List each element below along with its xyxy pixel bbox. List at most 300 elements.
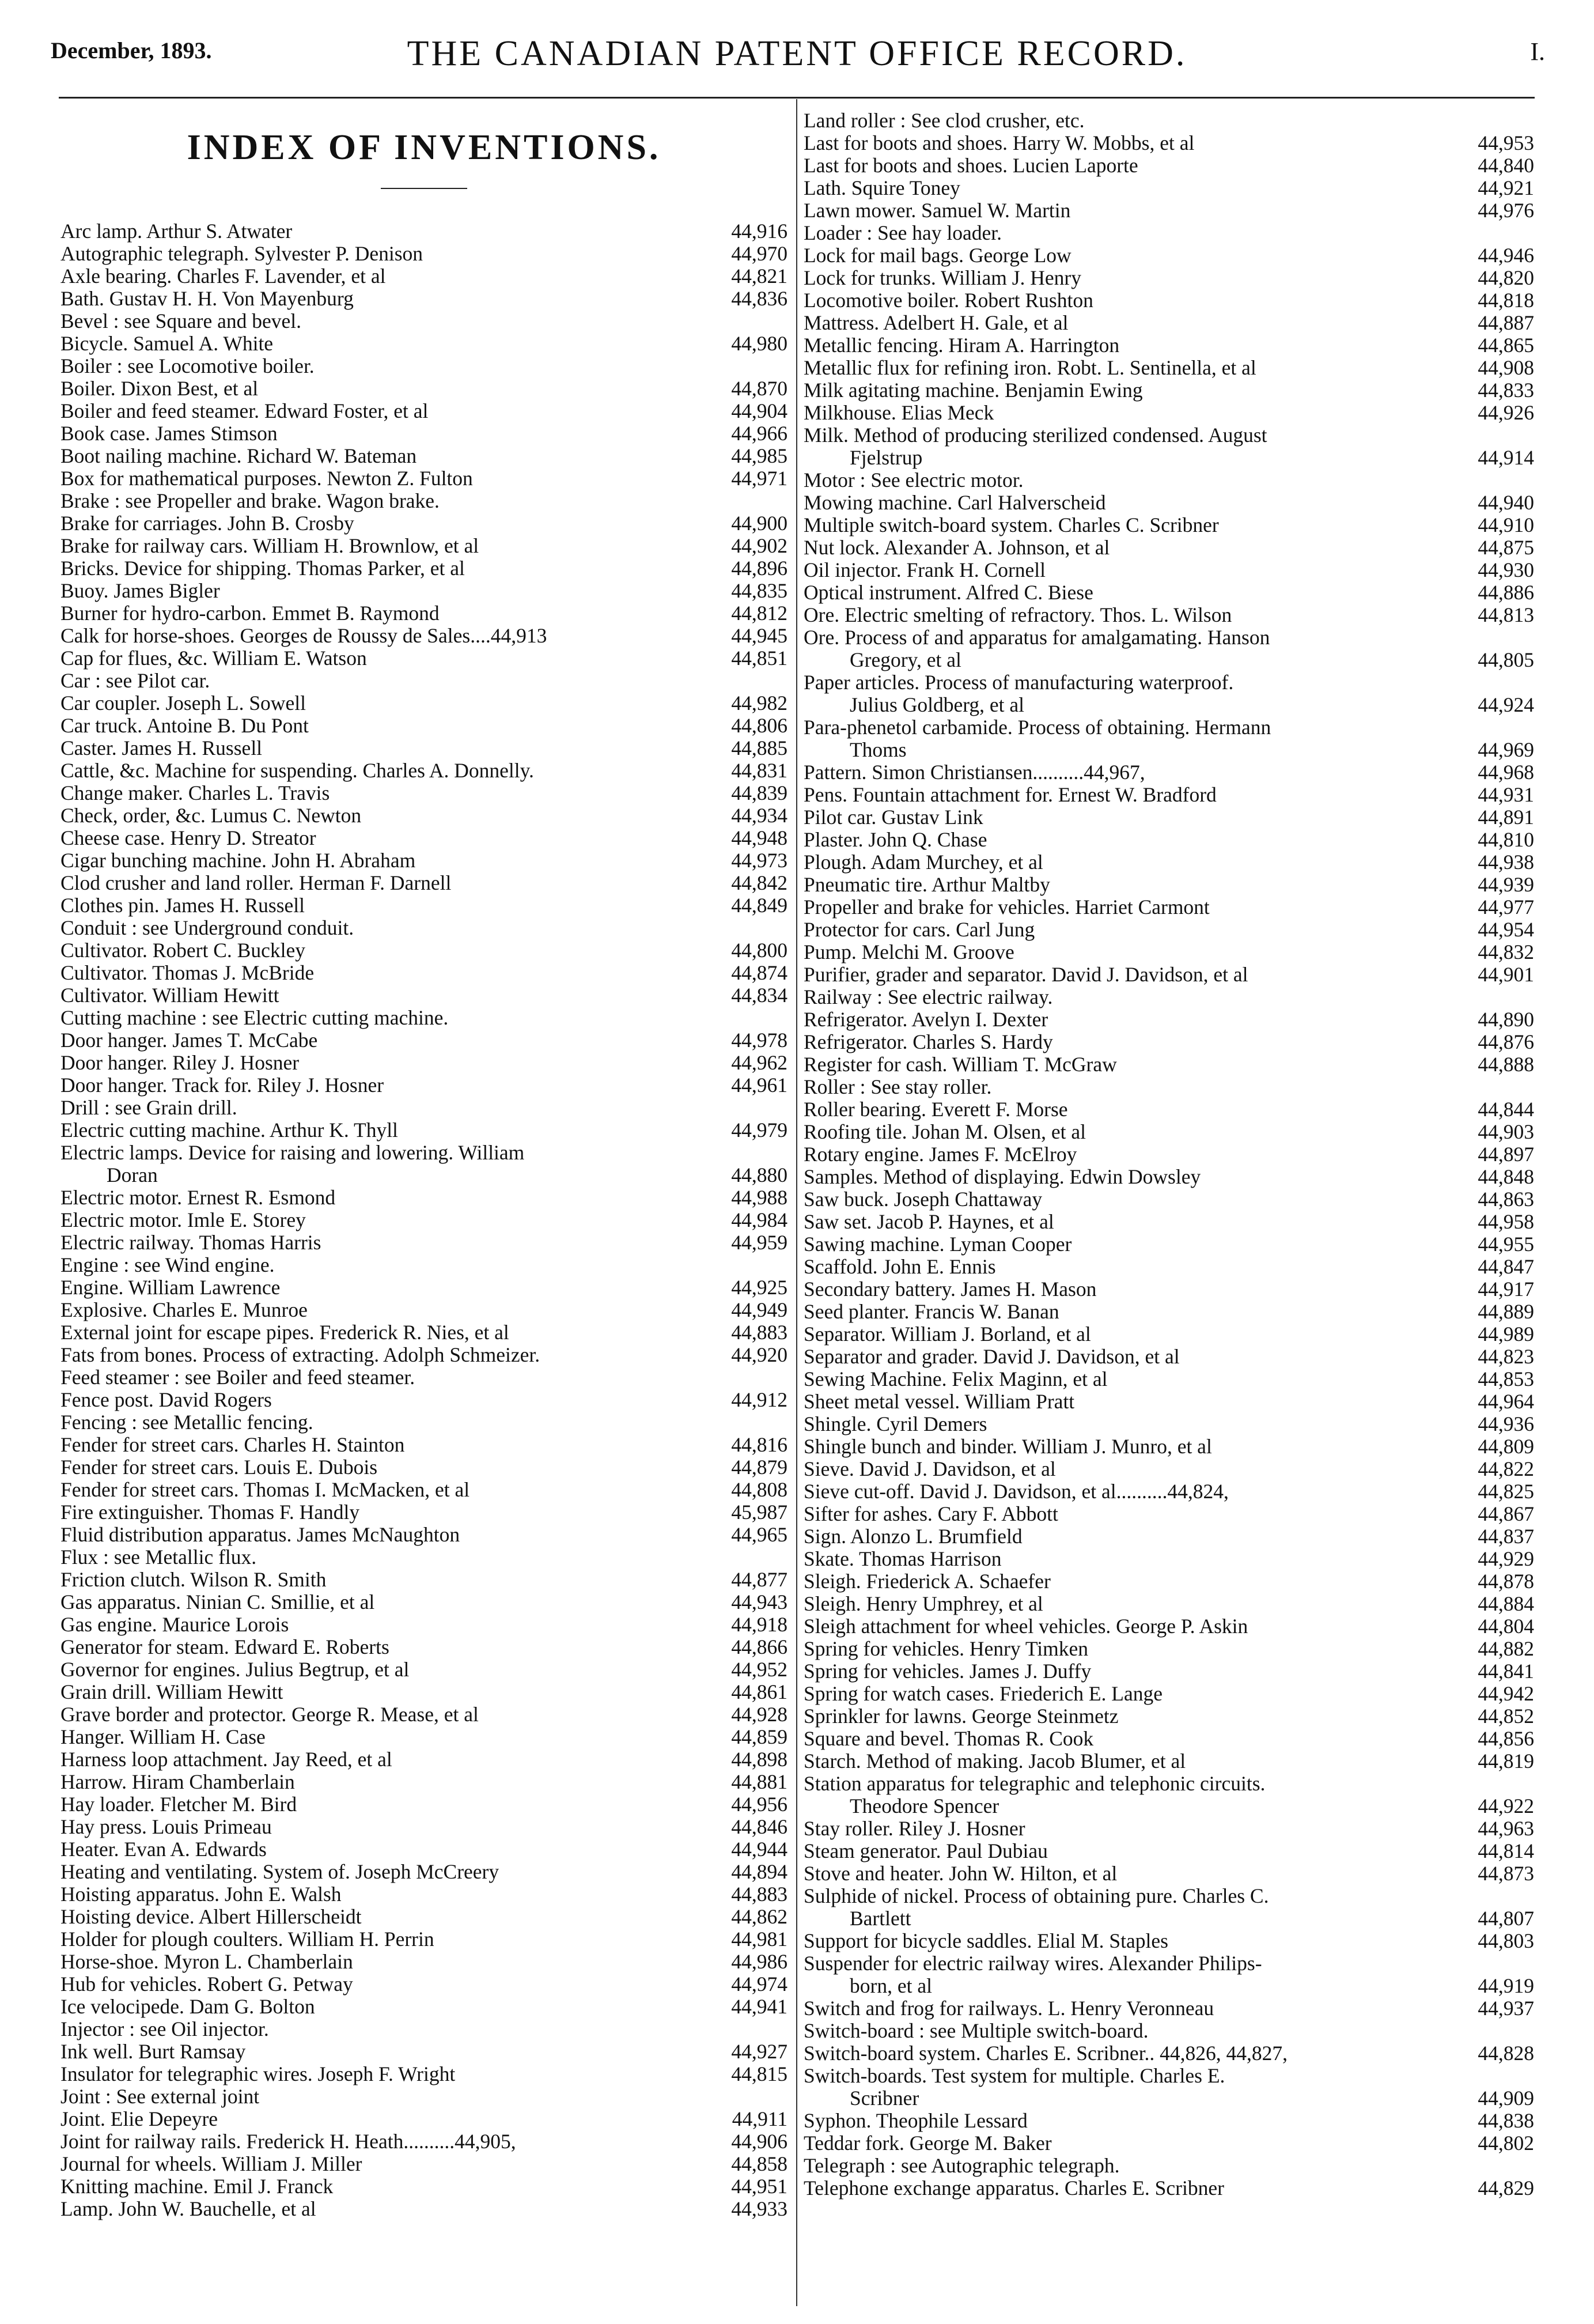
patent-number: 44,978 [726,1029,787,1052]
patent-number: 44,807 [1473,1907,1534,1930]
index-entry [804,2155,1534,2177]
index-entry [804,1211,1534,1233]
index-entry [60,670,787,692]
entry-text: Sieve cut-off. David J. Davidson, et al..........44,824, [804,1480,1229,1503]
patent-number: 44,906 [726,2130,787,2153]
patent-number: 44,909 [1473,2087,1534,2110]
index-entry [60,1816,787,1838]
entry-text: Spring for vehicles. James J. Duffy [804,1660,1092,1683]
patent-number: 44,949 [726,1299,787,1321]
entry-text: Joint : See external joint [60,2085,260,2108]
index-entry [804,244,1534,267]
index-entry [60,557,787,580]
patent-number: 44,810 [1473,829,1534,851]
entry-text: Fender for street cars. Charles H. Stainton [60,1434,405,1456]
patent-number: 44,988 [726,1186,787,1209]
entry-text: Heater. Evan A. Edwards [60,1838,267,1861]
entry-text: Fats from bones. Process of extracting. Adolph Schmeizer. [60,1344,540,1366]
index-entry [804,1840,1534,1862]
index-entry [60,962,787,984]
entry-text: Telephone exchange apparatus. Charles E. Scribner [804,2177,1224,2200]
patent-number: 44,958 [1473,1211,1534,1233]
patent-number: 44,842 [726,872,787,894]
entry-text: Roofing tile. Johan M. Olsen, et al [804,1121,1086,1143]
patent-number: 44,870 [726,377,787,400]
index-entry [60,310,787,332]
entry-text: Ice velocipede. Dam G. Bolton [60,1996,315,2018]
index-entry [60,1591,787,1613]
index-entry [804,986,1534,1008]
index-entry [804,1188,1534,1211]
index-entry [804,761,1534,784]
index-entry [804,1930,1534,1952]
index-entry [804,1570,1534,1593]
entry-text: External joint for escape pipes. Frederick R. Nies, et al [60,1321,509,1344]
patent-number: 44,886 [1473,581,1534,604]
entry-text: Separator. William J. Borland, et al [804,1323,1091,1346]
entry-text: Pattern. Simon Christiansen..........44,967, [804,761,1145,784]
patent-number: 44,840 [1473,154,1534,177]
index-entry [60,1524,787,1546]
entry-text: Lawn mower. Samuel W. Martin [804,199,1071,222]
patent-number: 44,846 [726,1816,787,1838]
patent-number: 44,917 [1473,1278,1534,1301]
patent-number: 44,805 [1473,649,1534,671]
entry-text: Sign. Alonzo L. Brumfield [804,1525,1023,1548]
patent-number: 44,912 [726,1389,787,1411]
index-entry [60,1231,787,1254]
patent-number: 44,903 [1473,1121,1534,1143]
entry-text: Electric railway. Thomas Harris [60,1231,321,1254]
entry-text: Cigar bunching machine. John H. Abraham [60,849,416,872]
entry-text: Railway : See electric railway. [804,986,1053,1008]
entry-text: Nut lock. Alexander A. Johnson, et al [804,536,1110,559]
patent-number: 44,945 [726,625,787,647]
index-entry [60,1411,787,1434]
entry-continuation: Thoms [850,738,907,761]
patent-number: 44,896 [726,557,787,580]
entry-text: Sawing machine. Lyman Cooper [804,1233,1072,1256]
patent-number: 44,819 [1473,1750,1534,1773]
entry-text: Box for mathematical purposes. Newton Z. Fulton [60,467,473,490]
index-entry [804,1031,1534,1053]
index-entry [60,1209,787,1231]
patent-number: 44,981 [726,1928,787,1951]
entry-text: Electric lamps. Device for raising and lowering. William [60,1142,525,1164]
index-entry [804,1278,1534,1301]
index-entry [804,1952,1534,1997]
index-entry [60,827,787,849]
index-entry [804,402,1534,424]
entry-text: Gas apparatus. Ninian C. Smillie, et al [60,1591,375,1613]
patent-number: 44,966 [726,422,787,445]
index-entry [60,243,787,265]
entry-text: Pump. Melchi M. Groove [804,941,1014,963]
index-entry [60,1996,787,2018]
entry-text: Pens. Fountain attachment for. Ernest W. Bradford [804,784,1217,806]
index-entry [804,2177,1534,2200]
entry-text: Switch-boards. Test system for multiple. Charles E. [804,2065,1225,2087]
index-entry [804,1346,1534,1368]
entry-text: Spring for vehicles. Henry Timken [804,1638,1089,1660]
entry-text: Teddar fork. George M. Baker [804,2132,1052,2155]
patent-number: 44,984 [726,1209,787,1231]
entry-text: Brake : see Propeller and brake. Wagon brake. [60,490,440,512]
entry-text: Sewing Machine. Felix Maginn, et al [804,1368,1108,1390]
patent-number: 44,833 [1473,379,1534,402]
patent-number: 44,862 [726,1906,787,1928]
patent-number: 44,877 [726,1569,787,1591]
entry-continuation: Fjelstrup [850,446,923,469]
entry-text: Sleigh. Henry Umphrey, et al [804,1593,1043,1615]
entry-text: Mattress. Adelbert H. Gale, et al [804,312,1069,334]
index-entry [60,1142,787,1186]
patent-number: 44,916 [726,220,787,243]
entry-text: Protector for cars. Carl Jung [804,919,1035,941]
patent-number: 44,822 [1473,1458,1534,1480]
patent-number: 44,866 [726,1636,787,1658]
index-entry [60,2063,787,2085]
entry-text: Sieve. David J. Davidson, et al [804,1458,1056,1480]
entry-text: Electric motor. Ernest R. Esmond [60,1186,336,1209]
entry-text: Governor for engines. Julius Begtrup, et al [60,1658,410,1681]
patent-number: 44,943 [726,1591,787,1613]
index-entry [60,939,787,962]
entry-text: Station apparatus for telegraphic and telephonic circuits. [804,1773,1266,1795]
index-entry [60,1613,787,1636]
patent-number: 44,839 [726,782,787,804]
patent-number: 44,989 [1473,1323,1534,1346]
entry-text: Arc lamp. Arthur S. Atwater [60,220,293,243]
entry-text: Buoy. James Bigler [60,580,220,602]
patent-number: 44,986 [726,1951,787,1973]
page-number: I. [1530,37,1545,66]
index-entry [60,602,787,625]
entry-text: Journal for wheels. William J. Miller [60,2153,362,2175]
index-entry [804,1121,1534,1143]
index-entry [60,1973,787,1996]
patent-number: 44,944 [726,1838,787,1861]
index-entry [804,2042,1534,2065]
entry-text: Clod crusher and land roller. Herman F. Darnell [60,872,452,894]
entry-text: Hub for vehicles. Robert G. Petway [60,1973,353,1996]
index-entry [804,1458,1534,1480]
entry-text: Axle bearing. Charles F. Lavender, et al [60,265,386,288]
entry-text: Milkhouse. Elias Meck [804,402,994,424]
patent-number: 44,933 [726,2198,787,2220]
entry-text: Cutting machine : see Electric cutting machine. [60,1007,449,1029]
entry-text: Stove and heater. John W. Hilton, et al [804,1862,1118,1885]
index-entry [60,647,787,670]
entry-text: Clothes pin. James H. Russell [60,894,305,917]
index-entry [804,514,1534,536]
index-entry [60,355,787,377]
entry-text: Rotary engine. James F. McElroy [804,1143,1077,1166]
patent-number: 44,885 [726,737,787,759]
patent-number: 45,987 [726,1501,787,1524]
index-entry [804,604,1534,626]
index-entry [804,1301,1534,1323]
patent-number: 44,964 [1473,1390,1534,1413]
entry-text: Boot nailing machine. Richard W. Bateman [60,445,417,467]
patent-number: 44,800 [726,939,787,962]
patent-number: 44,888 [1473,1053,1534,1076]
entry-text: Generator for steam. Edward E. Roberts [60,1636,389,1658]
entry-text: Fender for street cars. Thomas I. McMacken, et al [60,1479,470,1501]
entry-text: Lath. Squire Toney [804,177,960,199]
entry-text: Engine. William Lawrence [60,1276,281,1299]
patent-number: 44,940 [1473,492,1534,514]
index-entry [60,917,787,939]
entry-text: Door hanger. Track for. Riley J. Hosner [60,1074,384,1097]
index-entry [60,220,787,243]
patent-number: 44,936 [1473,1413,1534,1435]
entry-continuation: Scribner [850,2087,919,2110]
entry-text: Register for cash. William T. McGraw [804,1053,1117,1076]
patent-number: 44,931 [1473,784,1534,806]
patent-number: 44,820 [1473,267,1534,289]
index-entry [60,1883,787,1906]
entry-text: Holder for plough coulters. William H. Perrin [60,1928,434,1951]
entry-text: Seed planter. Francis W. Banan [804,1301,1059,1323]
patent-number: 44,968 [1473,761,1534,784]
index-entry [60,1793,787,1816]
index-entry [60,2130,787,2153]
patent-number: 44,816 [726,1434,787,1456]
patent-number: 44,818 [1473,289,1534,312]
journal-title: THE CANADIAN PATENT OFFICE RECORD. [407,34,1187,73]
index-entry [60,2175,787,2198]
entry-text: Drill : see Grain drill. [60,1097,237,1119]
patent-number: 44,861 [726,1681,787,1703]
entry-text: Bath. Gustav H. H. Von Mayenburg [60,288,354,310]
patent-number: 44,879 [726,1456,787,1479]
entry-text: Ink well. Burt Ramsay [60,2040,246,2063]
entry-text: Cap for flues, &c. William E. Watson [60,647,367,670]
patent-number: 44,867 [1473,1503,1534,1525]
index-entry [804,1885,1534,1930]
entry-text: Calk for horse-shoes. Georges de Roussy de Sales....44,913 [60,625,547,647]
patent-number: 44,883 [726,1321,787,1344]
index-entry [60,1254,787,1276]
index-entry [60,1861,787,1883]
entry-text: Boiler : see Locomotive boiler. [60,355,315,377]
index-entry [804,312,1534,334]
entry-text: Secondary battery. James H. Mason [804,1278,1097,1301]
index-entry [60,1726,787,1748]
index-entry [804,1256,1534,1278]
index-entry [60,1479,787,1501]
index-entry [60,1276,787,1299]
entry-text: Flux : see Metallic flux. [60,1546,257,1569]
entry-text: Burner for hydro-carbon. Emmet B. Raymond [60,602,440,625]
index-entry [804,132,1534,154]
patent-number: 44,971 [726,467,787,490]
patent-number: 44,828 [1473,2042,1534,2065]
entry-text: Locomotive boiler. Robert Rushton [804,289,1093,312]
index-entry [804,334,1534,357]
patent-number: 44,939 [1473,874,1534,896]
entry-continuation: Julius Goldberg, et al [850,693,1025,716]
entry-text: Propeller and brake for vehicles. Harriet Carmont [804,896,1210,919]
patent-number: 44,853 [1473,1368,1534,1390]
entry-text: Insulator for telegraphic wires. Joseph F. Wright [60,2063,456,2085]
entry-text: Injector : see Oil injector. [60,2018,269,2040]
entry-text: Sulphide of nickel. Process of obtaining pure. Charles C. [804,1885,1269,1907]
patent-number: 44,910 [1473,514,1534,536]
entry-text: Stay roller. Riley J. Hosner [804,1817,1025,1840]
patent-number: 44,849 [726,894,787,917]
patent-number: 44,808 [726,1479,787,1501]
entry-continuation: Bartlett [850,1907,911,1930]
entry-text: Refrigerator. Charles S. Hardy [804,1031,1053,1053]
entry-text: Change maker. Charles L. Travis [60,782,330,804]
patent-number: 44,934 [726,804,787,827]
index-entry [60,804,787,827]
index-entry [804,2020,1534,2042]
entry-text: Knitting machine. Emil J. Franck [60,2175,334,2198]
index-entry [60,872,787,894]
entry-text: Metallic flux for refining iron. Robt. L. Sentinella, et al [804,357,1256,379]
index-entry [60,782,787,804]
entry-text: Bricks. Device for shipping. Thomas Parker, et al [60,557,465,580]
index-title: INDEX OF INVENTIONS. [187,128,661,167]
patent-number: 44,925 [726,1276,787,1299]
entry-continuation: Theodore Spencer [850,1794,999,1817]
index-entry [804,1615,1534,1638]
entry-text: Door hanger. James T. McCabe [60,1029,318,1052]
entry-text: Car coupler. Joseph L. Sowell [60,692,306,715]
entry-text: Shingle. Cyril Demers [804,1413,987,1435]
patent-number: 44,928 [726,1703,787,1726]
patent-number: 44,809 [1473,1435,1534,1458]
patent-number: 44,802 [1473,2132,1534,2155]
entry-text: Heating and ventilating. System of. Joseph McCreery [60,1861,499,1883]
index-entry [60,288,787,310]
entry-text: Last for boots and shoes. Harry W. Mobbs, et al [804,132,1195,154]
index-entry [804,1862,1534,1885]
index-entry [60,1748,787,1771]
patent-number: 44,806 [726,715,787,737]
entry-text: Fire extinguisher. Thomas F. Handly [60,1501,360,1524]
index-entry [60,1366,787,1389]
entry-text: Grain drill. William Hewitt [60,1681,283,1703]
entry-text: Land roller : See clod crusher, etc. [804,109,1085,132]
patent-number: 44,875 [1473,536,1534,559]
patent-number: 44,920 [726,1344,787,1366]
entry-text: Hoisting device. Albert Hillerscheidt [60,1906,362,1928]
index-entry [60,1186,787,1209]
index-entry [804,1728,1534,1750]
index-entry [60,849,787,872]
patent-number: 44,894 [726,1861,787,1883]
entry-text: Sleigh. Friederick A. Schaefer [804,1570,1051,1593]
patent-number: 44,963 [1473,1817,1534,1840]
patent-number: 44,985 [726,445,787,467]
index-entry [804,1750,1534,1773]
entry-text: Optical instrument. Alfred C. Biese [804,581,1093,604]
patent-number: 44,929 [1473,1548,1534,1570]
index-entry [60,737,787,759]
index-entry [60,400,787,422]
patent-number: 44,898 [726,1748,787,1771]
index-entry [804,1390,1534,1413]
index-entry [60,2108,787,2130]
index-entry [804,1076,1534,1098]
index-entry [60,984,787,1007]
index-entry [804,941,1534,963]
entry-text: Multiple switch-board system. Charles C. Scribner [804,514,1219,536]
index-entry [804,2065,1534,2110]
patent-number: 44,970 [726,243,787,265]
patent-number: 44,948 [726,827,787,849]
entry-text: Grave border and protector. George R. Mease, et al [60,1703,479,1726]
patent-number: 44,880 [726,1164,787,1186]
entry-text: Square and bevel. Thomas R. Cook [804,1728,1094,1750]
index-entry [60,467,787,490]
entry-text: Hay loader. Fletcher M. Bird [60,1793,297,1816]
patent-number: 44,977 [1473,896,1534,919]
index-entry [804,1053,1534,1076]
entry-text: Last for boots and shoes. Lucien Laporte [804,154,1138,177]
entry-text: Bevel : see Square and bevel. [60,310,301,332]
index-entry [60,1389,787,1411]
entry-text: Explosive. Charles E. Munroe [60,1299,308,1321]
index-entry [60,2153,787,2175]
index-entry [804,222,1534,244]
entry-text: Syphon. Theophile Lessard [804,2110,1028,2132]
patent-number: 44,823 [1473,1346,1534,1368]
index-entry [60,1119,787,1142]
patent-number: 44,953 [1473,132,1534,154]
index-entry [804,919,1534,941]
column-divider [796,99,797,2306]
index-entry [804,716,1534,761]
issue-date: December, 1893. [51,37,212,63]
page-header [0,0,1594,92]
patent-number: 44,924 [1473,694,1534,716]
entry-text: Support for bicycle saddles. Elial M. Staples [804,1930,1168,1952]
index-entry [804,154,1534,177]
patent-number: 44,881 [726,1771,787,1793]
entry-text: Refrigerator. Avelyn I. Dexter [804,1008,1048,1031]
entry-text: Pilot car. Gustav Link [804,806,983,829]
entry-text: Autographic telegraph. Sylvester P. Denison [60,243,423,265]
patent-number: 44,946 [1473,244,1534,267]
entry-text: Switch-board : see Multiple switch-board. [804,2020,1149,2042]
index-entry [60,894,787,917]
index-entry [60,1074,787,1097]
index-entry [60,1906,787,1928]
entry-text: Scaffold. John E. Ennis [804,1256,996,1278]
index-entry [60,445,787,467]
entry-text: Electric motor. Imle E. Storey [60,1209,306,1231]
header-rule [59,97,1535,99]
patent-number: 44,904 [726,400,787,422]
patent-number: 44,815 [726,2063,787,2085]
index-entry [60,512,787,535]
index-entry [804,963,1534,986]
patent-number: 44,974 [726,1973,787,1996]
entry-text: Milk. Method of producing sterilized condensed. August [804,424,1267,447]
index-entry [804,1683,1534,1705]
index-entry [804,109,1534,132]
index-entry [804,1525,1534,1548]
index-entry [804,1705,1534,1728]
patent-number: 44,856 [1473,1728,1534,1750]
patent-number: 44,921 [1473,177,1534,199]
entry-text: Plaster. John Q. Chase [804,829,987,851]
